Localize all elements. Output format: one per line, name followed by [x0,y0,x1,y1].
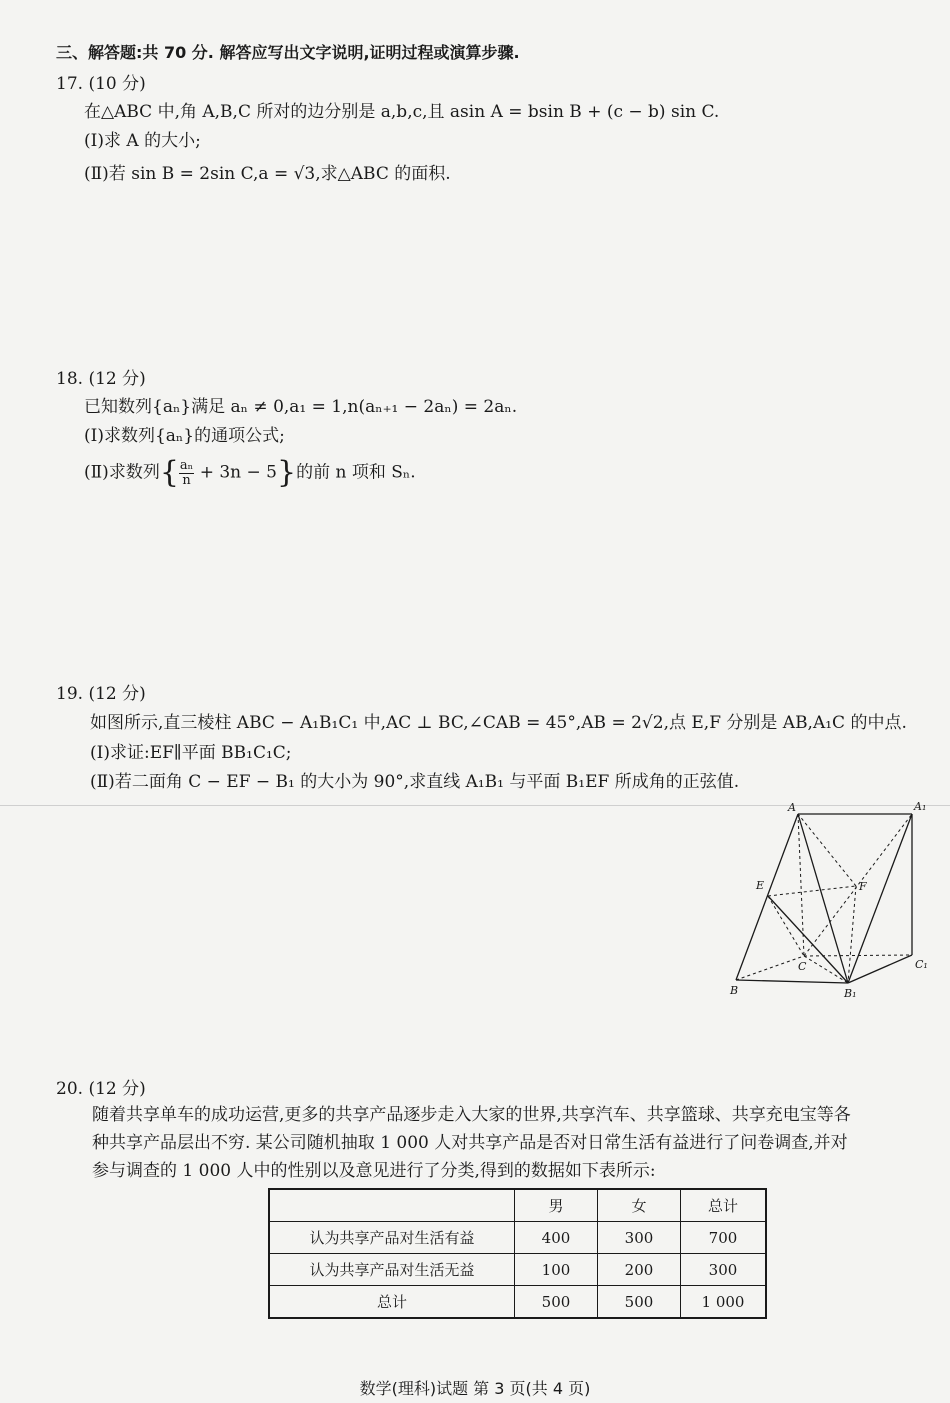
table-row [269,1222,766,1254]
label-C: C [798,960,807,973]
q17-number: 17. (10 分) [56,74,146,94]
edge-e-b1 [768,896,848,983]
label-E: E [756,879,765,892]
table-cell: 300 [598,1222,681,1254]
q19-number: 19. (12 分) [56,684,146,704]
right-brace: } [276,455,297,490]
q20-line2: 种共享产品层出不穷. 某公司随机抽取 1 000 人对共享产品是否对日常生活有益进行了问卷调查,并对 [92,1133,848,1153]
edge-b-b1 [736,980,848,983]
edge-a-b [736,814,798,980]
table-header-cell: 男 [515,1189,598,1222]
table-cell: 认为共享产品对生活有益 [269,1222,515,1254]
q20-number: 20. (12 分) [56,1079,146,1099]
q18-number: 18. (12 分) [56,369,146,389]
q18-part2-expr: + 3n − 5 [199,462,277,483]
section-heading: 三、解答题:共 70 分. 解答应写出文字说明,证明过程或演算步骤. [56,43,520,62]
page-footer: 数学(理科)试题 第 3 页(共 4 页) [359,1379,591,1398]
table-header-cell: 女 [598,1189,681,1222]
q19-part2: (Ⅱ)若二面角 C − EF − B₁ 的大小为 90°,求直线 A₁B₁ 与平面 B₁EF 所成角的正弦值. [90,772,740,792]
table-cell: 300 [681,1254,767,1286]
table-header-cell: 总计 [681,1189,767,1222]
edge-a-c [798,814,804,956]
q19-part1: (Ⅰ)求证:EF∥平面 BB₁C₁C; [90,743,292,763]
table-cell: 100 [515,1254,598,1286]
table-cell: 1 000 [681,1286,767,1319]
edge-f-b1 [848,886,856,983]
q17-part2: (Ⅱ)若 sin B = 2sin C,a = √3,求△ABC 的面积. [84,164,451,184]
label-C1: C₁ [915,958,928,971]
edge-a1-b1 [848,814,912,983]
survey-table [268,1188,767,1319]
q20-line1: 随着共享单车的成功运营,更多的共享产品逐步走入大家的世界,共享汽车、共享篮球、共享充电宝等各 [92,1105,851,1125]
edge-f-a [798,814,856,886]
prism-figure [726,798,936,1008]
label-A: A [788,801,796,814]
q20-line3: 参与调查的 1 000 人中的性别以及意见进行了分类,得到的数据如下表所示: [92,1161,656,1181]
table-cell: 400 [515,1222,598,1254]
label-A1: A₁ [914,800,927,813]
table-header-row [269,1189,766,1222]
q18-part1: (Ⅰ)求数列{aₙ}的通项公式; [84,426,285,446]
q18-stem: 已知数列{aₙ}满足 aₙ ≠ 0,a₁ = 1,n(aₙ₊₁ − 2aₙ) = 2aₙ. [84,397,518,417]
label-B1: B₁ [844,987,857,1000]
table-cell: 700 [681,1222,767,1254]
q19-stem: 如图所示,直三棱柱 ABC − A₁B₁C₁ 中,AC ⊥ BC,∠CAB = 45°,AB = 2√2,点 E,F 分别是 AB,A₁C 的中点. [90,713,907,733]
label-F: F [859,880,867,893]
table-cell: 200 [598,1254,681,1286]
table-cell: 认为共享产品对生活无益 [269,1254,515,1286]
table-row [269,1254,766,1286]
edge-c-a1 [804,814,912,956]
fraction-numerator: aₙ [179,457,194,473]
q17-part1: (Ⅰ)求 A 的大小; [84,131,201,151]
table-cell: 500 [515,1286,598,1319]
left-brace: { [159,455,179,490]
edge-e-c [768,896,804,956]
table-header-cell [269,1189,515,1222]
q18-part2-suffix: 的前 n 项和 Sₙ. [296,462,416,483]
table-cell: 500 [598,1286,681,1319]
edge-b-c [736,956,804,980]
edge-a-b1 [798,814,848,983]
q17-stem: 在△ABC 中,角 A,B,C 所对的边分别是 a,b,c,且 asin A = bsin B + (c − b) sin C. [84,102,720,122]
label-B: B [730,984,739,997]
edge-e-f [768,886,856,896]
table-row [269,1286,766,1319]
table-cell: 总计 [269,1286,515,1319]
q18-part2-prefix: (Ⅱ)求数列 [84,462,160,483]
fraction-denominator: n [182,472,191,488]
q18-part2 [84,455,416,490]
fraction [179,459,194,488]
